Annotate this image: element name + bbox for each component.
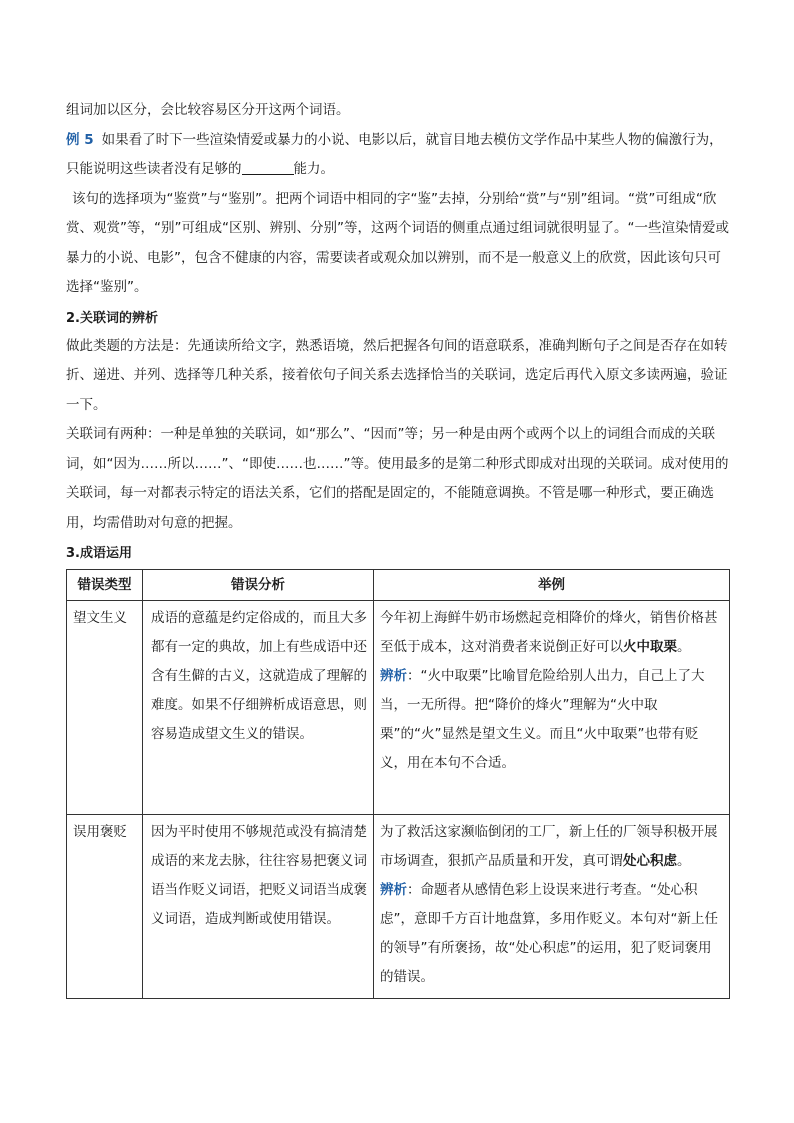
cell-error-analysis: 因为平时使用不够规范或没有搞清楚成语的来龙去脉，往往容易把褒义词语当作贬义词语，把贬义词语当成褒义词语，造成判断或使用错误。 bbox=[143, 815, 374, 999]
analysis-sentence bbox=[380, 876, 723, 992]
example-text: 今年初上海鲜牛奶市场燃起竞相降价的烽火，销售价格甚至低于成本，这对消费者来说倒正好可以 bbox=[380, 610, 718, 655]
example-idiom: 火中取栗 bbox=[623, 639, 677, 655]
document-page bbox=[66, 96, 730, 999]
example-text: 为了救活这家濒临倒闭的工厂，新上任的厂领导积极开展市场调查，狠抓产品质量和开发，真可谓 bbox=[380, 824, 718, 869]
intro-line: 组词加以区分，会比较容易区分开这两个词语。 bbox=[66, 102, 350, 118]
example-text-before: 如果看了时下一些渲染情爱或暴力的小说、电影以后，就盲目地去模仿文学作品中某些人物的偏激行为，只能说明这些读者没有足够的 bbox=[66, 131, 723, 177]
table-row bbox=[67, 815, 730, 999]
cell-error-type: 望文生义 bbox=[67, 601, 143, 815]
cell-error-type: 误用褒贬 bbox=[67, 815, 143, 999]
analysis-text: ：命题者从感情色彩上设误来进行考查。“处心积虑”，意即千方百计地盘算，多用作贬义。本句对“新上任的领导”有所褒扬，故“处心积虑”的运用，犯了贬词褒用的错误。 bbox=[380, 882, 718, 985]
idiom-error-table bbox=[66, 569, 730, 999]
example-sentence bbox=[380, 604, 723, 662]
header-example: 举例 bbox=[374, 570, 730, 601]
section-2-paragraph-2: 关联词有两种：一种是单独的关联词，如“那么”、“因而”等；另一种是由两个或两个以上的词组合而成的关联词，如“因为……所以……”、“即使……也……”等。使用最多的是第二种形式即成对出现的关联词。成对使用的关联词，每一对都表示特定的语法关系，它们的搭配是固定的，不能随意调换。不管是哪一种形式，要正确选用，均需借助对句意的把握。 bbox=[66, 426, 729, 531]
analysis-label: 辨析 bbox=[380, 882, 407, 898]
cell-example bbox=[374, 601, 730, 815]
explanation-paragraph: 该句的选择项为“鉴赏”与“鉴别”。把两个词语中相同的字“鉴”去掉，分别给“赏”与“别”组词。“赏”可组成“欣赏、观赏”等，“别”可组成“区别、辨别、分别”等，这两个词语的侧重点通过组词就很明显了。“一些渲染情爱或暴力的小说、电影”，包含不健康的内容，需要读者或观众加以辨别，而不是一般意义上的欣赏，因此该句只可选择“鉴别”。 bbox=[66, 190, 729, 295]
example-end: 。 bbox=[677, 853, 691, 869]
answer-blank bbox=[242, 160, 294, 175]
example-label: 例 5 bbox=[66, 131, 94, 148]
header-error-analysis: 错误分析 bbox=[143, 570, 374, 601]
cell-example bbox=[374, 815, 730, 999]
example-end: 。 bbox=[677, 639, 691, 655]
section-2-paragraph-1: 做此类题的方法是：先通读所给文字，熟悉语境，然后把握各句间的语意联系，准确判断句子之间是否存在如转折、递进、并列、选择等几种关系，接着依句子间关系去选择恰当的关联词，选定后再代入原文多读两遍，验证一下。 bbox=[66, 337, 728, 413]
example-sentence bbox=[380, 818, 723, 876]
example-text-after: 能力。 bbox=[293, 161, 334, 177]
analysis-text: ：“火中取栗”比喻冒危险给别人出力，自己上了大当，一无所得。把“降价的烽火”理解为“火中取栗”的“火”显然是望文生义。而且“火中取栗”也带有贬义，用在本句不合适。 bbox=[380, 668, 705, 771]
table-row bbox=[67, 601, 730, 815]
section-2-heading: 2.关联词的辨析 bbox=[66, 310, 158, 326]
cell-error-analysis: 成语的意蕴是约定俗成的，而且大多都有一定的典故，加上有些成语中还含有生僻的古义，这就造成了理解的难度。如果不仔细辨析成语意思，则容易造成望文生义的错误。 bbox=[143, 601, 374, 815]
analysis-sentence bbox=[380, 662, 723, 778]
example-idiom: 处心积虑 bbox=[623, 853, 677, 869]
header-error-type: 错误类型 bbox=[67, 570, 143, 601]
table-header-row bbox=[67, 570, 730, 601]
analysis-label: 辨析 bbox=[380, 668, 407, 684]
example-5 bbox=[66, 126, 730, 185]
section-3-heading: 3.成语运用 bbox=[66, 546, 132, 561]
